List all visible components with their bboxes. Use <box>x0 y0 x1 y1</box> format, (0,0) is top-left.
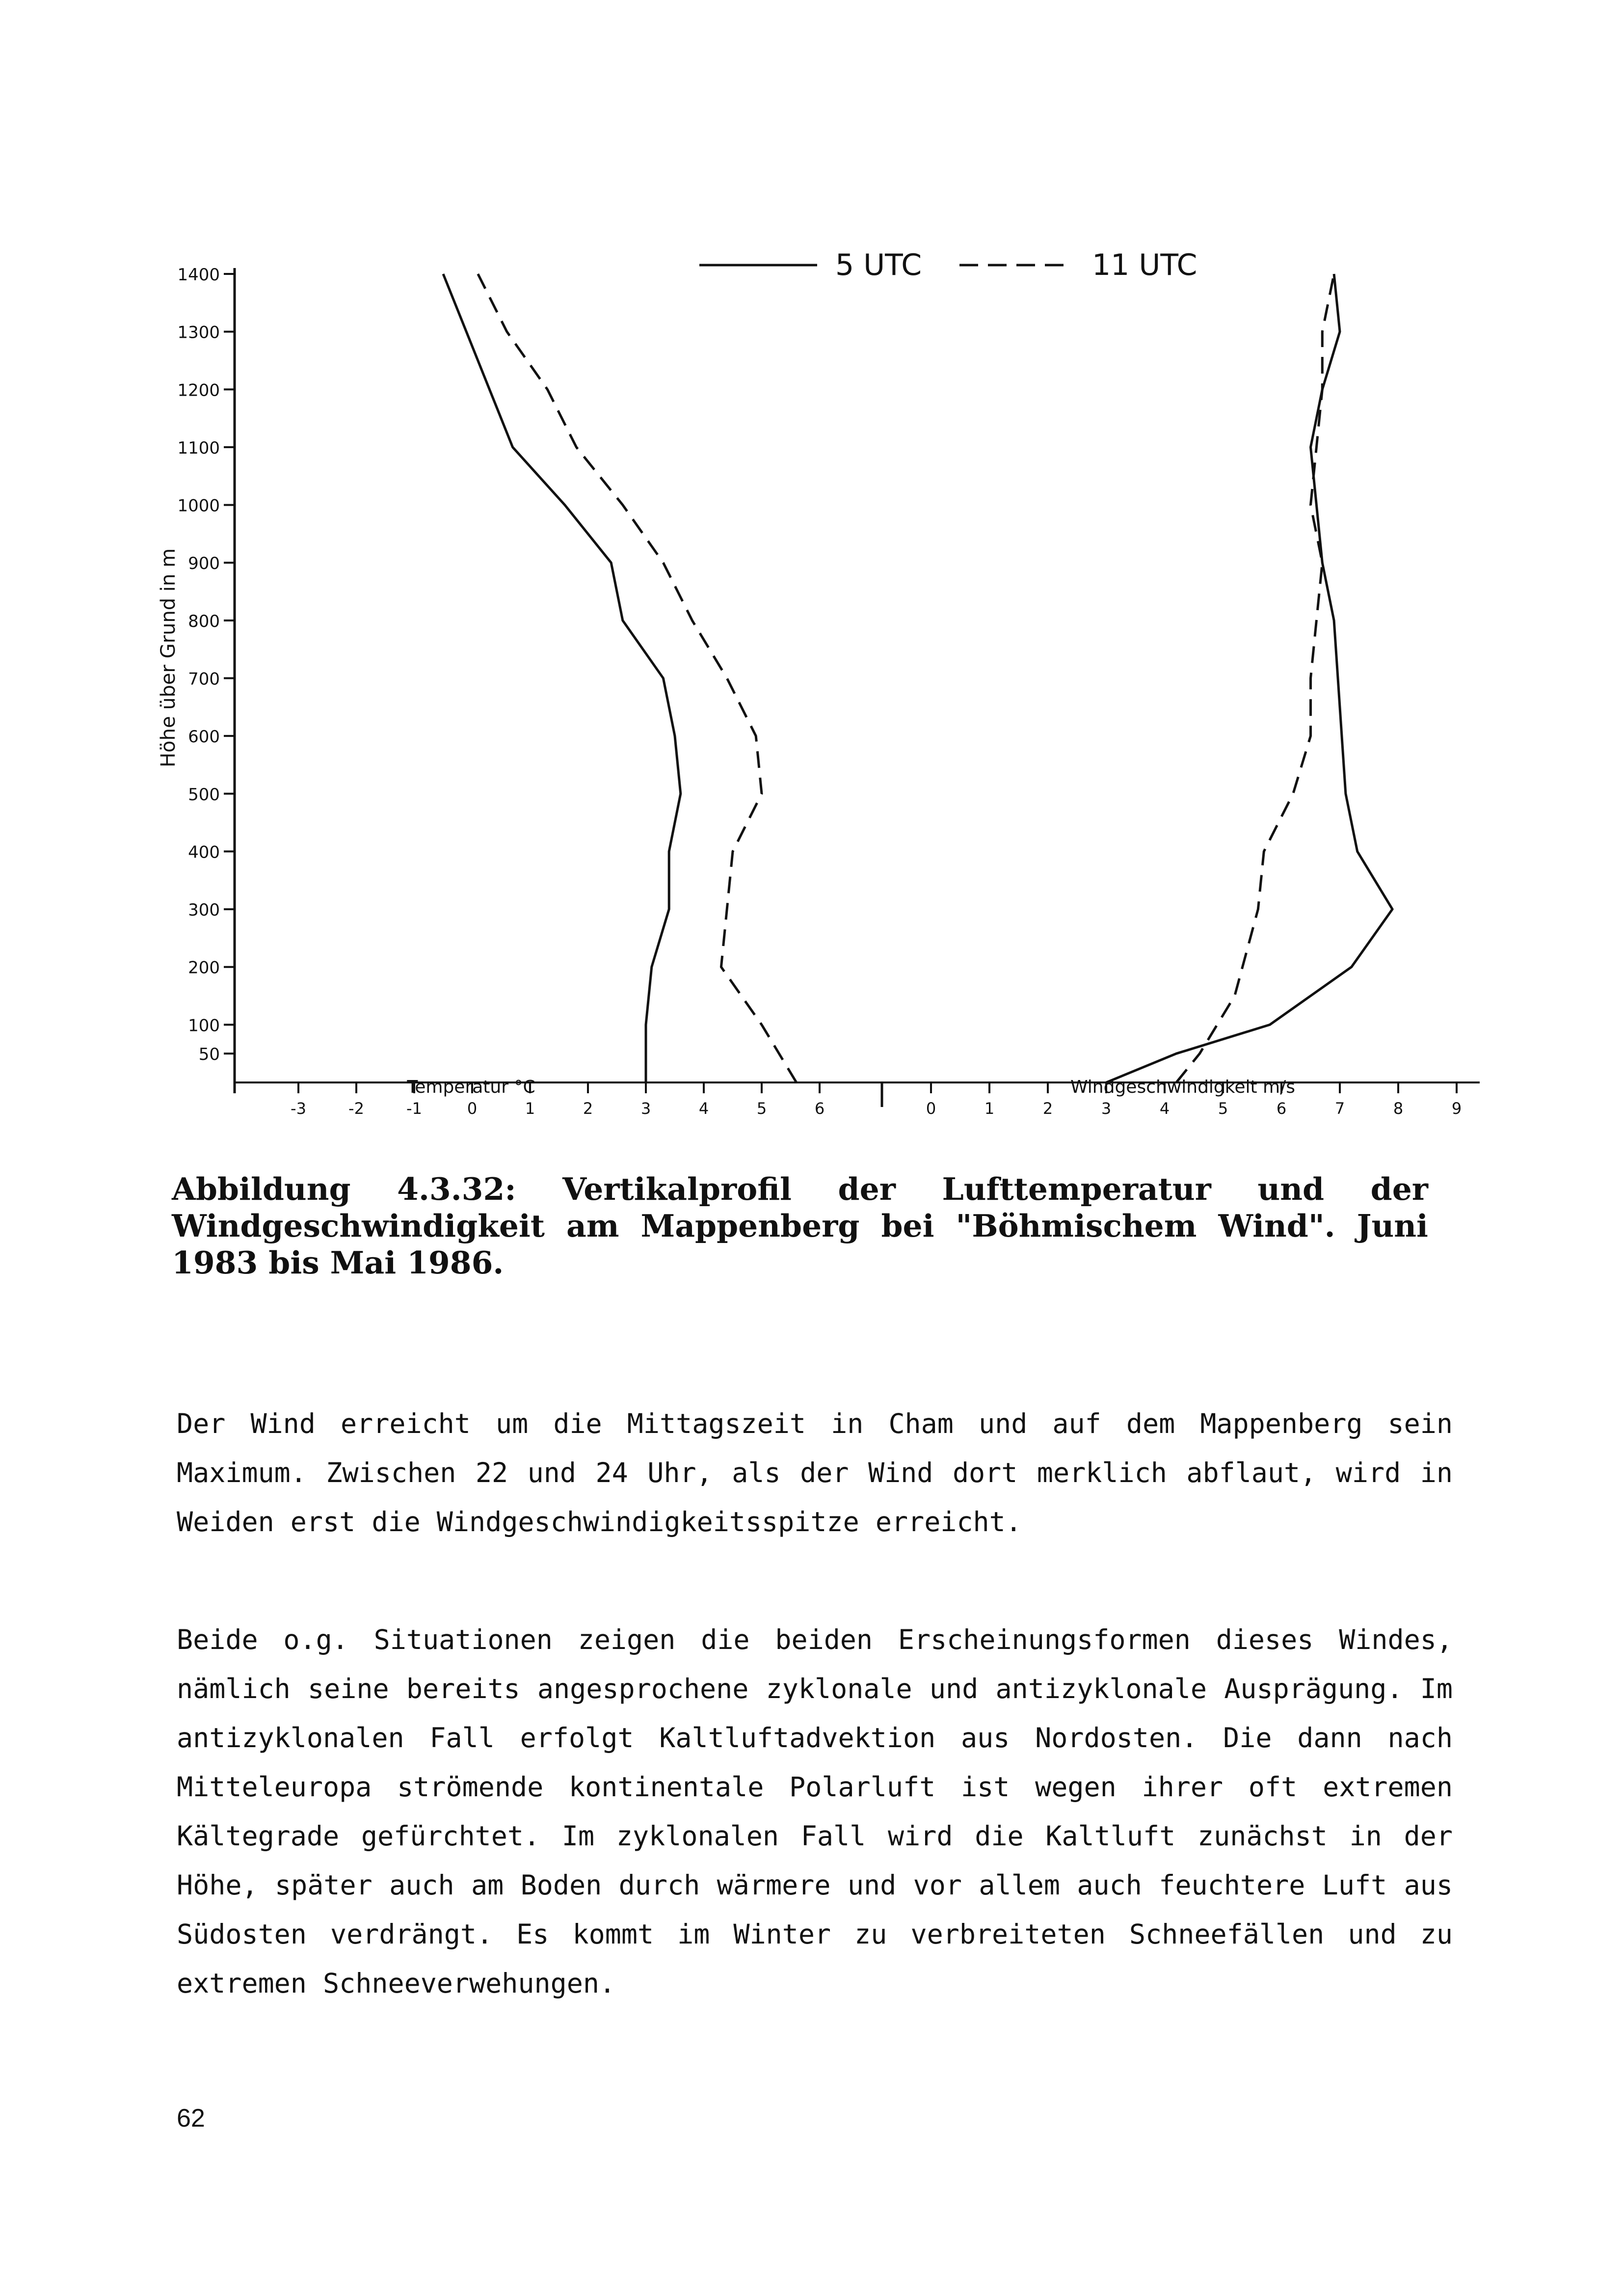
y-axis <box>177 265 235 1093</box>
wind-tick-label: 5 <box>1218 1099 1228 1118</box>
legend-label-5utc: 5 UTC <box>835 248 922 282</box>
temperature-line-5utc <box>443 274 681 1082</box>
wind-line-11utc <box>1176 274 1334 1082</box>
y-tick-label: 1000 <box>177 496 220 516</box>
y-tick-label: 200 <box>188 958 220 978</box>
wind-tick-label: 1 <box>984 1099 995 1118</box>
wind-tick-label: 9 <box>1451 1099 1462 1118</box>
temperature-tick-label: -2 <box>348 1099 364 1118</box>
y-tick-label: 1200 <box>177 380 220 401</box>
legend-label-11utc: 11 UTC <box>1092 248 1197 282</box>
wind-tick-label: 7 <box>1334 1099 1345 1118</box>
series-lines <box>443 274 1392 1082</box>
wind-axis-label: Windgeschwindigkeit m/s <box>1070 1077 1296 1097</box>
y-tick-label: 50 <box>198 1045 220 1065</box>
y-tick-label: 1100 <box>177 438 220 458</box>
temperature-axis-label: Temperatur °C <box>407 1077 535 1097</box>
y-tick-label: 1300 <box>177 323 220 343</box>
body-paragraph: Der Wind erreicht um die Mittagszeit in Cham und auf dem Mappenberg sein Maximum. Zwischen 22 und 24 Uhr, als der Wind dort merklich abflaut, wird in Weiden erst die Windgeschwindigkeitsspitze erreicht. <box>177 1408 1453 1538</box>
wind-tick-label: 4 <box>1159 1099 1170 1118</box>
legend <box>699 248 1197 282</box>
y-tick-label: 700 <box>188 669 220 689</box>
y-tick-label: 100 <box>188 1016 220 1036</box>
temperature-tick-label: 5 <box>756 1099 767 1118</box>
temperature-tick-label: -3 <box>291 1099 306 1118</box>
y-tick-label: 400 <box>188 842 220 863</box>
temperature-tick-label: 0 <box>467 1099 478 1118</box>
temperature-tick-label: 4 <box>698 1099 709 1118</box>
figure-caption: Abbildung 4.3.32: Vertikalprofil der Lufttemperatur und der Windgeschwindigkeit am Mappenberg bei "Böhmischem Wind". Juni 1983 bis Mai 1986. <box>172 1171 1428 1281</box>
temperature-tick-label: 2 <box>583 1099 593 1118</box>
page-number: 62 <box>177 2104 205 2133</box>
wind-tick-label: 8 <box>1393 1099 1404 1118</box>
body-paragraph: Beide o.g. Situationen zeigen die beiden Erscheinungsformen dieses Windes, nämlich seine bereits angesprochene zyklonale und antizyklonale Ausprägung. Im antizyklonalen Fall erfolgt Kaltluftadvektion aus Nordosten. Die dann nach Mitteleuropa strömende kontinentale Polarluft ist wegen ihrer oft extremen Kältegrade gefürchtet. Im zyklonalen Fall wird die Kaltluft zunächst in der Höhe, später auch am Boden durch wärmere und vor allem auch feuchtere Luft aus Südosten verdrängt. Es kommt im Winter zu verbreiteten Schneefällen und zu extremen Schneeverwehungen. <box>177 1624 1453 1999</box>
temperature-line-11utc <box>478 274 797 1082</box>
vertical-profile-chart <box>0 0 1623 1139</box>
wind-tick-label: 6 <box>1276 1099 1287 1118</box>
wind-tick-label: 2 <box>1042 1099 1053 1118</box>
temperature-tick-label: 1 <box>525 1099 535 1118</box>
wind-line-5utc <box>1106 274 1392 1082</box>
temperature-tick-label: 3 <box>640 1099 651 1118</box>
y-tick-label: 900 <box>188 554 220 574</box>
wind-tick-label: 3 <box>1101 1099 1112 1118</box>
y-tick-label: 500 <box>188 784 220 805</box>
y-tick-label: 300 <box>188 900 220 920</box>
temperature-tick-label: -1 <box>406 1099 422 1118</box>
y-axis-label: Höhe über Grund in m <box>157 548 180 768</box>
temperature-tick-label: 6 <box>814 1099 825 1118</box>
wind-tick-label: 0 <box>926 1099 936 1118</box>
y-tick-label: 600 <box>188 727 220 747</box>
y-tick-label: 1400 <box>177 265 220 285</box>
y-tick-label: 800 <box>188 611 220 631</box>
